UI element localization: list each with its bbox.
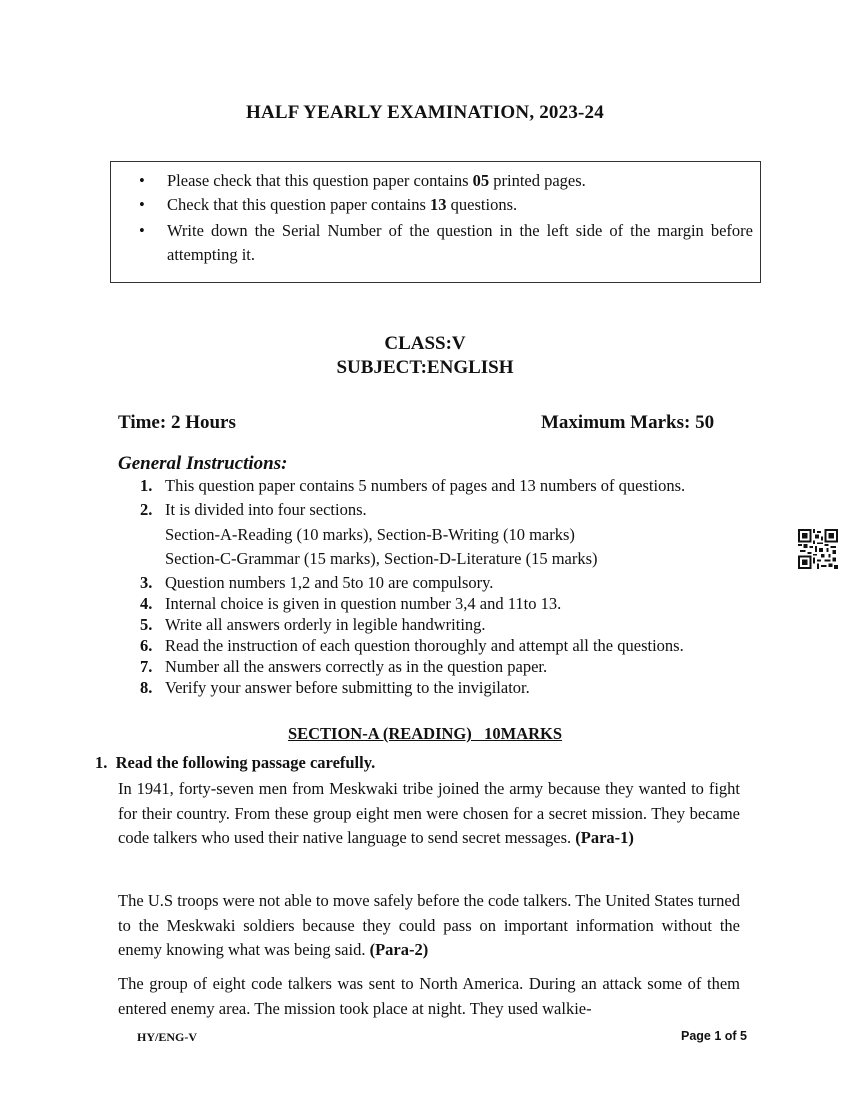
page-number: Page 1 of 5 <box>681 1029 747 1043</box>
exam-title: HALF YEARLY EXAMINATION, 2023-24 <box>246 102 604 123</box>
passage-paragraph-2: The U.S troops were not able to move safely before the code talkers. The United States turned to the Meskwaki soldiers because they could pass on important information without the enemy knowing what was being said. (Para-2) <box>118 891 740 959</box>
max-marks-label: Maximum Marks: 50 <box>541 412 715 433</box>
general-instructions-heading: General Instructions: <box>118 453 288 474</box>
passage-paragraph-1: In 1941, forty-seven men from Meskwaki tribe joined the army because they wanted to fight for their country. From these group eight men were chosen for a secret mission. They became code talkers who used their native language to send secret messages. (Para-1) <box>118 779 740 847</box>
subject-label: SUBJECT:ENGLISH <box>336 357 514 378</box>
bullet-icon: • <box>139 195 145 214</box>
question-label: Read the following passage carefully. <box>115 753 376 772</box>
class-subject <box>0 332 850 380</box>
section-a-heading: SECTION-A (READING) 10MARKS <box>287 724 563 743</box>
question-1 <box>95 753 375 773</box>
notice-box <box>110 161 761 283</box>
paper-code: HY/ENG-V <box>137 1030 197 1044</box>
qr-code-icon <box>798 529 838 569</box>
bullet-icon: • <box>139 221 145 240</box>
bullet-icon: • <box>139 171 145 190</box>
time-label: Time: 2 Hours <box>118 412 236 433</box>
question-number: 1. <box>95 753 108 772</box>
notice-item: • Check that this question paper contains 13 questions. <box>167 193 753 217</box>
passage-paragraph-3: The group of eight code talkers was sent to North America. During an attack some of them entered enemy area. The mission took place at night. They used walkie- <box>118 974 740 1018</box>
notice-item: • Please check that this question paper contains 05 printed pages. <box>167 169 753 193</box>
class-label: CLASS:V <box>384 333 466 354</box>
notice-item: • Write down the Serial Number of the question in the left side of the margin before attempting it. <box>139 221 753 264</box>
